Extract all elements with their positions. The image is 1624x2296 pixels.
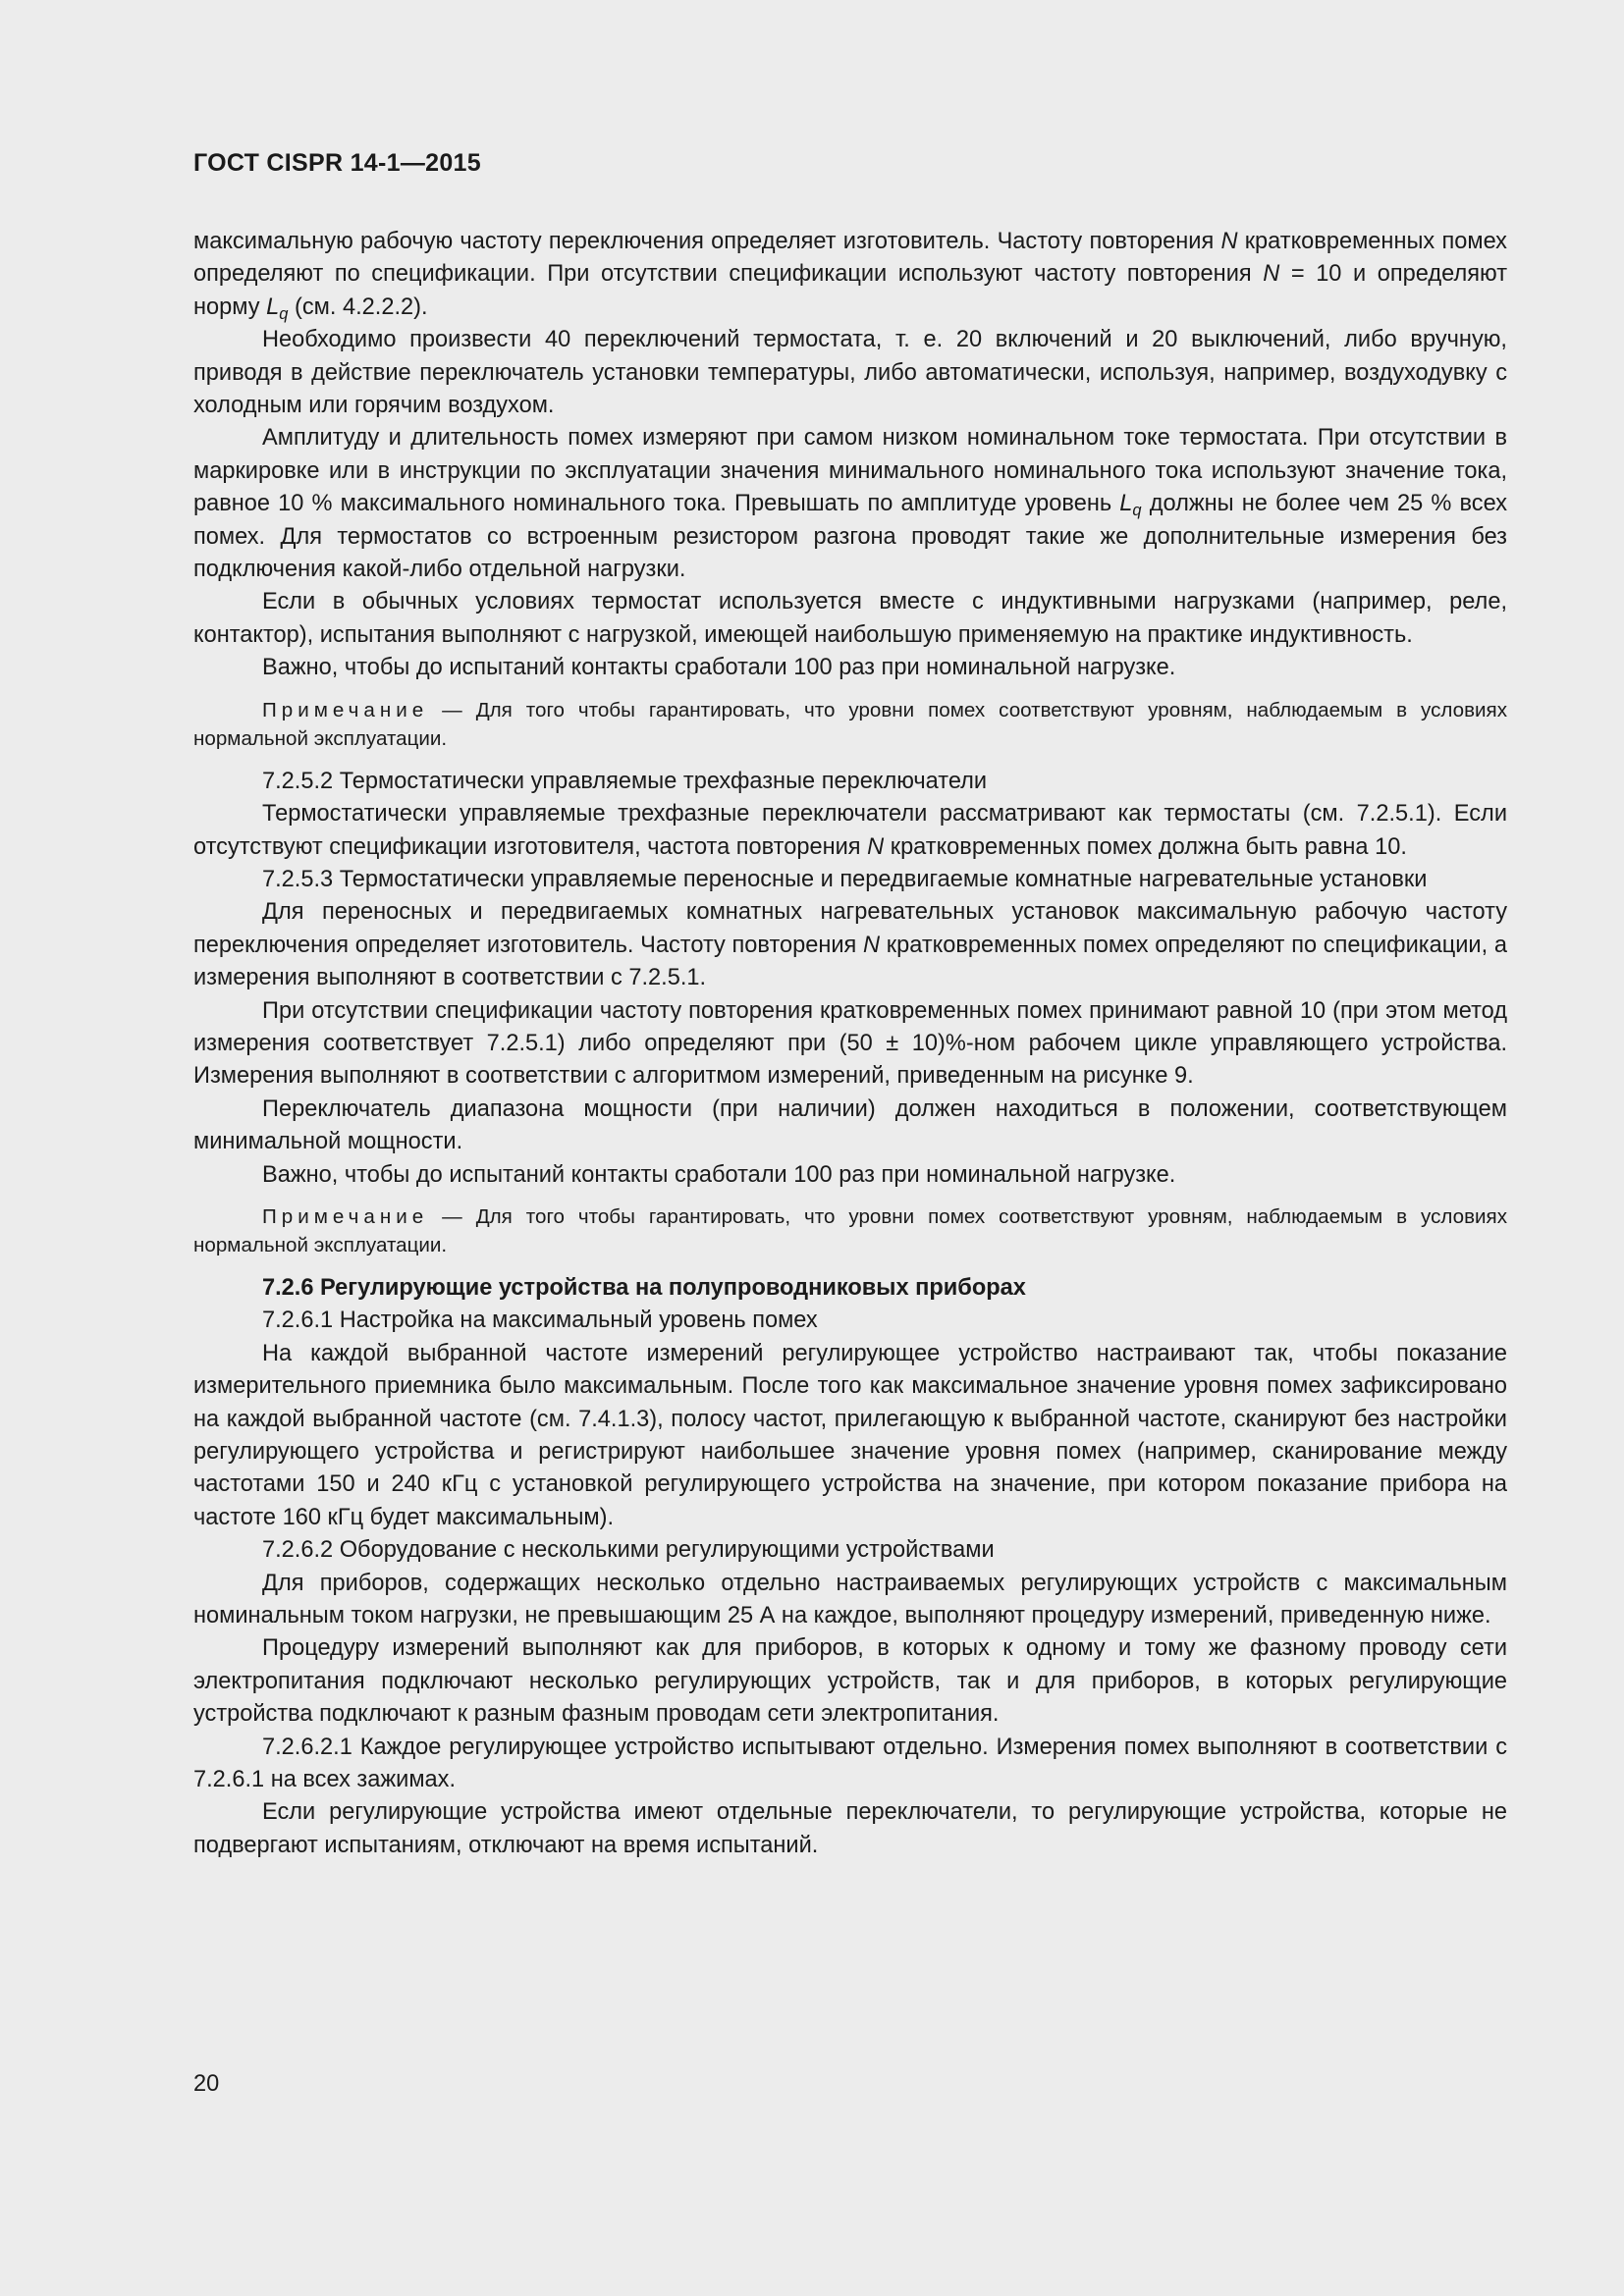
symbol-subscript: q — [279, 303, 289, 323]
paragraph — [193, 896, 1507, 994]
paragraph: Для приборов, содержащих несколько отдельно настраиваемых регулирующих устройств с максимальным номинальным током нагрузки, не превышающим 25 А на каждое, выполняют процедуру измерений, приведенную ниже. — [193, 1570, 1507, 1629]
paragraph: Необходимо произвести 40 переключений термостата, т. е. 20 включений и 20 выключений, либо вручную, приводя в действие переключатель установки температуры, либо автоматически, используя, например, воздуходувку с холодным или горячим воздухом. — [193, 327, 1507, 419]
text-run: (см. 4.2.2.2). — [288, 294, 428, 320]
note-text: — Для того чтобы гарантировать, что уровни помех соответствуют уровням, наблюдаемым в условиях нормальной эксплуатации. — [193, 1204, 1507, 1256]
paragraph — [193, 422, 1507, 586]
symbol-n: N — [867, 833, 885, 860]
note-label: Примечание — [262, 698, 429, 721]
symbol-n: N — [1263, 261, 1280, 288]
paragraph-continuation — [193, 226, 1507, 324]
text-run: кратковременных помех должна быть равна 10. — [884, 833, 1407, 860]
paragraph: Важно, чтобы до испытаний контакты сработали 100 раз при номинальной нагрузке. — [262, 1161, 1176, 1188]
note-label: Примечание — [262, 1204, 429, 1228]
text-run: кратковременных помех определяют по спецификации, а измерения выполняют в соответствии с 7.2.5.1. — [193, 932, 1507, 991]
symbol-subscript: q — [1132, 501, 1142, 520]
note-text: — Для того чтобы гарантировать, что уровни помех соответствуют уровням, наблюдаемым в условиях нормальной эксплуатации. — [193, 698, 1507, 750]
paragraph: При отсутствии спецификации частоту повторения кратковременных помех принимают равной 10 (при этом метод измерения соответствует 7.2.5.1) либо определяют при (50 ± 10)%-ном рабочем цикле управляющего устройства. Измерения выполняют в соответствии с алгоритмом измерений, приведенным на рисунке 9. — [193, 997, 1507, 1090]
symbol-l: L — [266, 294, 280, 320]
text-run: = 10 и определяют норму — [193, 261, 1507, 320]
text-run: Для переносных и передвигаемых комнатных нагревательных установок максимальную рабочую частоту переключения определяет изготовитель. Частоту повторения — [193, 899, 1507, 958]
text-run: Термостатически управляемые трехфазные переключатели рассматривают как термостаты (см. 7.2.5.1). Если отсутствуют спецификации изготовителя, частота повторения — [193, 801, 1507, 860]
section-heading-7-2-6: 7.2.6 Регулирующие устройства на полупроводниковых приборах — [262, 1274, 1026, 1301]
symbol-n: N — [1220, 229, 1238, 254]
paragraph: 7.2.6.2.1 Каждое регулирующее устройство испытывают отдельно. Измерения помех выполняют в соответствии с 7.2.6.1 на всех зажимах. — [193, 1734, 1507, 1793]
paragraph: Переключатель диапазона мощности (при наличии) должен находиться в положении, соответствующем минимальной мощности. — [193, 1095, 1507, 1155]
text-run: кратковременных помех определяют по спецификации. При отсутствии спецификации используют частоту повторения — [193, 229, 1507, 288]
page-body — [193, 226, 1507, 1862]
paragraph: Если в обычных условиях термостат используется вместе с индуктивными нагрузками (например, реле, контактор), испытания выполняют с нагрузкой, имеющей наибольшую применяемую на практике индуктивность. — [193, 589, 1507, 648]
symbol-n: N — [863, 932, 881, 958]
text-run: максимальную рабочую частоту переключения определяет изготовитель. Частоту повторения — [193, 229, 1221, 254]
paragraph: Если регулирующие устройства имеют отдельные переключатели, то регулирующие устройства, которые не подвергают испытаниям, отключают на время испытаний. — [193, 1799, 1507, 1858]
section-heading-7-2-5-2: 7.2.5.2 Термостатически управляемые трехфазные переключатели — [262, 768, 988, 794]
section-heading-7-2-6-2: 7.2.6.2 Оборудование с несколькими регулирующими устройствами — [262, 1537, 995, 1564]
section-heading-7-2-6-1: 7.2.6.1 Настройка на максимальный уровень помех — [262, 1308, 818, 1334]
paragraph: На каждой выбранной частоте измерений регулирующее устройство настраивают так, чтобы показание измерительного приемника было максимальным. После того как максимальное значение уровня помех зафиксировано на каждой выбранной частоте (см. 7.4.1.3), полосу частот, прилегающую к выбранной частоте, сканируют без настройки регулирующего устройства и регистрируют наибольшее значение уровня помех (например, сканирование между частотами 150 и 240 кГц с установкой регулирующего устройства на значение, при котором показание прибора на частоте 160 кГц будет максимальным). — [193, 1340, 1507, 1530]
text-run: должны не более чем 25 % всех помех. Для термостатов со встроенным резистором разгона проводят такие же дополнительные измерения без подключения какой-либо отдельной нагрузки. — [193, 491, 1507, 583]
document-header: ГОСТ CISPR 14-1—2015 — [193, 149, 481, 177]
note — [193, 1202, 1507, 1259]
section-heading-7-2-5-3: 7.2.5.3 Термостатически управляемые переносные и передвигаемые комнатные нагревательные установки — [262, 866, 1428, 892]
symbol-l: L — [1119, 491, 1133, 517]
paragraph: Важно, чтобы до испытаний контакты сработали 100 раз при номинальной нагрузке. — [262, 655, 1176, 681]
page-number: 20 — [193, 2071, 220, 2097]
paragraph — [193, 798, 1507, 864]
note — [193, 696, 1507, 753]
paragraph: Процедуру измерений выполняют как для приборов, в которых к одному и тому же фазному проводу сети электропитания подключают несколько регулирующих устройств, так и для приборов, в которых регулирующие устройства подключают к разным фазным проводам сети электропитания. — [193, 1635, 1507, 1728]
text-run: Амплитуду и длительность помех измеряют при самом низком номинальном токе термостата. При отсутствии в маркировке или в инструкции по эксплуатации значения минимального номинального тока используют значение тока, равное 10 % максимального номинального тока. Превышать по амплитуде уровень — [193, 425, 1507, 517]
